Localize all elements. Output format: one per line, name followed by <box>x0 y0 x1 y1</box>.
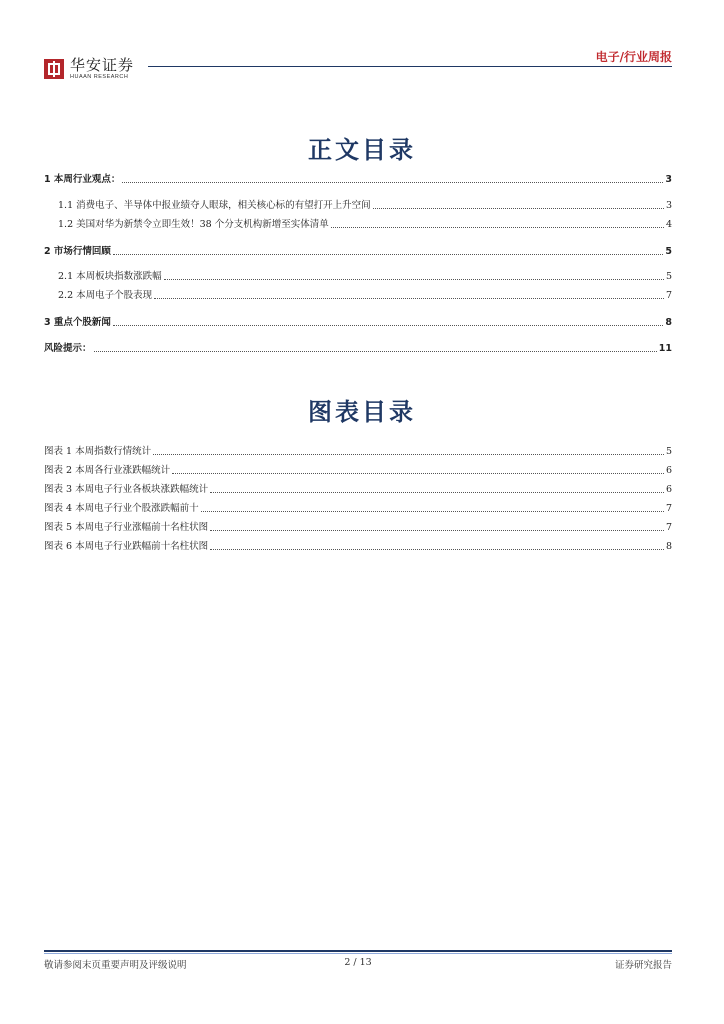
footer-divider <box>44 950 672 952</box>
figure-leader-dots <box>210 530 664 531</box>
toc-entry-text: 2.2 本周电子个股表现 <box>58 290 153 301</box>
figure-entry-text: 图表 1 本周指数行情统计 <box>44 446 152 457</box>
figure-entry[interactable] <box>44 503 672 515</box>
figure-leader-dots <box>210 549 664 550</box>
figure-entry-page: 5 <box>665 446 672 457</box>
toc-leader-dots <box>113 254 663 255</box>
toc-entry-text: 2 市场行情回顾 <box>44 246 111 257</box>
logo-chinese-name: 华安证券 <box>70 56 135 74</box>
logo-english-name: HUAAN RESEARCH <box>70 74 129 80</box>
toc-entry-page: 7 <box>665 290 672 301</box>
toc-entry-text: 风险提示： <box>44 343 92 354</box>
toc-entry-page: 8 <box>665 317 672 328</box>
figure-entry-page: 7 <box>665 522 672 533</box>
figure-entry-page: 8 <box>665 541 672 552</box>
figure-leader-dots <box>210 492 664 493</box>
toc-entry[interactable] <box>44 246 672 258</box>
document-type: 电子/行业周报 <box>595 50 672 64</box>
footer-divider-thin <box>44 953 672 954</box>
figure-leader-dots <box>172 473 664 474</box>
toc-leader-dots <box>164 279 664 280</box>
figure-entry[interactable] <box>44 465 672 477</box>
toc-entry[interactable] <box>44 200 672 212</box>
figure-entry[interactable] <box>44 541 672 553</box>
figure-entry-page: 7 <box>665 503 672 514</box>
toc-entry-page: 4 <box>665 219 672 230</box>
toc-entry-page: 3 <box>665 200 672 211</box>
toc-entry[interactable] <box>44 174 672 186</box>
toc-entry-text: 1.1 消费电子、半导体中报业绩夺人眼球，相关核心标的有望打开上升空间 <box>58 200 371 211</box>
toc-leader-dots <box>113 325 663 326</box>
footer-disclaimer: 敬请参阅末页重要声明及评级说明 <box>44 960 187 971</box>
footer-report-type: 证券研究报告 <box>614 960 672 971</box>
toc-leader-dots <box>373 208 664 209</box>
company-logo <box>44 58 134 81</box>
figure-leader-dots <box>153 454 664 455</box>
toc-entry-text: 1.2 美国对华为新禁令立即生效！38 个分支机构新增至实体清单 <box>58 219 329 230</box>
huaan-seal-icon <box>44 59 64 79</box>
page-number: 2 / 13 <box>344 957 372 968</box>
figure-entry-page: 6 <box>665 465 672 476</box>
toc-entry[interactable] <box>44 271 672 283</box>
toc-title: 正文目录 <box>308 136 416 164</box>
figures-toc-title: 图表目录 <box>308 398 416 426</box>
figure-entry[interactable] <box>44 484 672 496</box>
toc-entry-page: 3 <box>665 174 672 185</box>
toc-entry-page: 5 <box>665 271 672 282</box>
figure-entry-page: 6 <box>665 484 672 495</box>
toc-entry-text: 2.1 本周板块指数涨跌幅 <box>58 271 162 282</box>
toc-leader-dots <box>94 351 657 352</box>
toc-entry-text: 3 重点个股新闻 <box>44 317 111 328</box>
toc-entry[interactable] <box>44 317 672 329</box>
toc-entry-page: 11 <box>658 343 672 354</box>
figure-entry-text: 图表 3 本周电子行业各板块涨跌幅统计 <box>44 484 209 495</box>
figure-entry-text: 图表 2 本周各行业涨跌幅统计 <box>44 465 171 476</box>
toc-leader-dots <box>331 227 664 228</box>
figure-entry-text: 图表 6 本周电子行业跌幅前十名柱状图 <box>44 541 209 552</box>
figure-leader-dots <box>201 511 664 512</box>
toc-leader-dots <box>154 298 664 299</box>
toc-entry[interactable] <box>44 290 672 302</box>
figure-entry-text: 图表 4 本周电子行业个股涨跌幅前十 <box>44 503 199 514</box>
toc-entry[interactable] <box>44 343 672 355</box>
figure-entry[interactable] <box>44 446 672 458</box>
figure-entry-text: 图表 5 本周电子行业涨幅前十名柱状图 <box>44 522 209 533</box>
page-header <box>44 44 672 84</box>
toc-entry[interactable] <box>44 219 672 231</box>
toc-entry-text: 1 本周行业观点： <box>44 174 121 185</box>
toc-leader-dots <box>122 182 663 183</box>
figure-entry[interactable] <box>44 522 672 534</box>
toc-entry-page: 5 <box>665 246 672 257</box>
header-divider <box>148 66 672 67</box>
